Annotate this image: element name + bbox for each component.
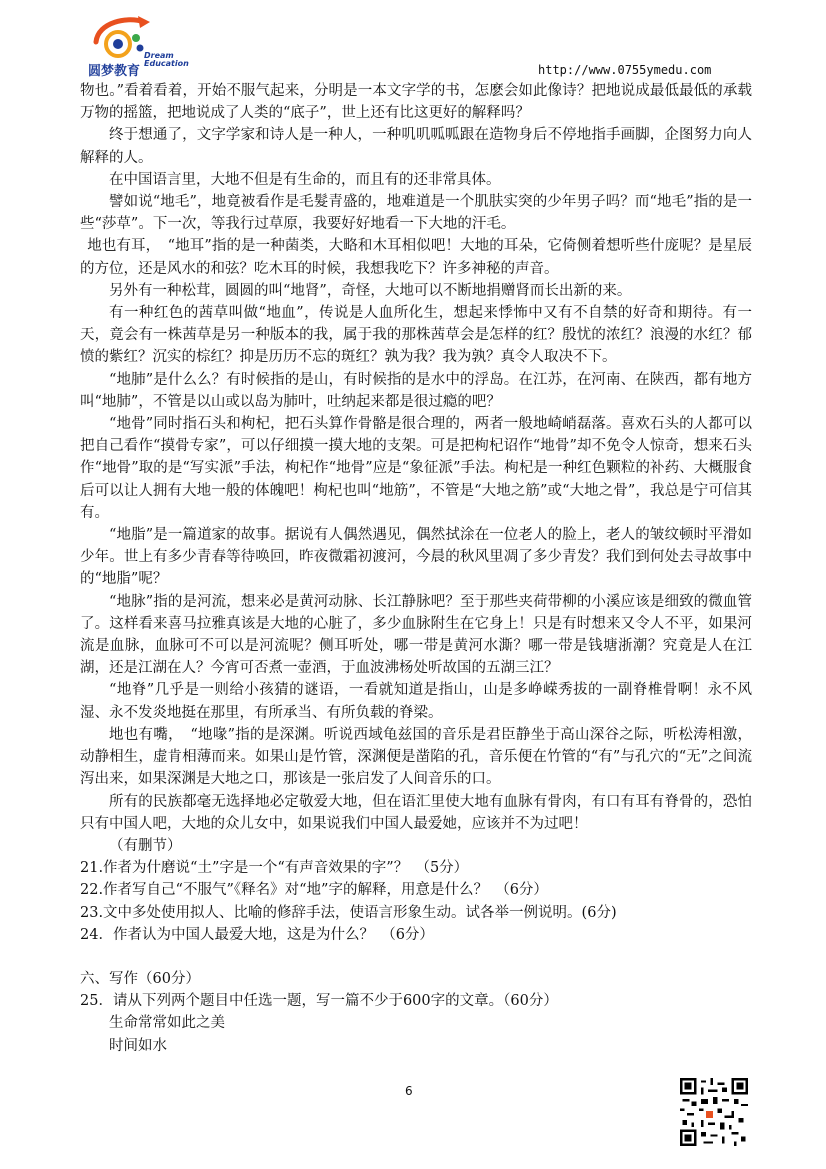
logo-english-line-2: Education (144, 59, 189, 68)
site-url: http://www.0755ymedu.com (538, 63, 712, 77)
logo-chinese-text: 圆梦教育 (88, 64, 141, 79)
paragraph: “地脉”指的是河流，想来必是黄河动脉、长江静脉吧？至于那些夹荷带柳的小溪应该是细致的微血管了。这样看来喜马拉雅真该是大地的心脏了，多少血脉附生在它身上！只是有时想来又令人不平，如果河流是血脉，血脉可不可以是河流呢？侧耳听处，哪一带是黄河水澌？哪一带是钱塘浙潮？究竟是人在江湖，还是江湖在人？今宵可否煮一壶酒，于血波沸杨处听故国的五湖三江？ (80, 593, 752, 677)
writing-topic-1: 生命常常如此之美 (109, 1015, 225, 1032)
writing-heading: 六、写作（60分） (80, 970, 200, 987)
writing-topic-2: 时间如水 (109, 1037, 167, 1054)
paragraph: 物也。”看着看着，开始不服气起来，分明是一本文字学的书，怎麽会如此像诗？把地说成最低最低的承载万物的摇篮，把地说成了人类的“底子”，世上还有比这更好的解释吗？ (80, 83, 752, 122)
writing-prompt: 25．请从下列两个题目中任选一题，写一篇不少于600字的文章。（60分） (80, 993, 558, 1010)
paragraph: 23.文中多处使用拟人、比喻的修辞手法，使语言形象生动。试各举一例说明。(6分) (80, 904, 617, 921)
page-header (0, 0, 826, 80)
paragraph-list (80, 80, 752, 946)
paragraph: （有删节） (109, 837, 182, 854)
paragraph: 譬如说“地毛”，地竟被看作是毛髮青盛的，地难道是一个肌肤实突的少年男子吗？而“地毛”指的是一些“莎草”。下一次，等我行过草原，我要好好地看一下大地的汗毛。 (80, 194, 752, 233)
section-gap (80, 946, 752, 968)
logo-english-line-1: Dream (144, 51, 174, 60)
qr-code-icon (680, 1078, 748, 1146)
paragraph: 21.作者为什磨说“土”字是一个“有声音效果的字”？ （5分） (80, 860, 469, 877)
paragraph: “地骨”同时指石头和枸杞，把石头算作骨骼是很合理的，两者一般地崎峭磊落。喜欢石头的人都可以把自己看作“摸骨专家”，可以仔细摸一摸大地的支架。可是把枸杞诏作“地骨”却不免令人惊奇，想来石头作“地骨”取的是“写实派”手法，枸杞作“地骨”应是“象征派”手法。枸杞是一种红色颗粒的补药、大概服食后可以让人拥有大地一般的体魄吧！枸杞也叫“地筋”，不管是“大地之筋”或“大地之骨”，我总是宁可信其有。 (80, 416, 752, 521)
paragraph: 终于想通了，文字学家和诗人是一种人，一种叽叽呱呱跟在造物身后不停地指手画脚，企图努力向人解释的人。 (80, 127, 752, 166)
paragraph: 在中国语言里，大地不但是有生命的，而且有的还非常具体。 (109, 171, 501, 188)
paragraph: 所有的民族都毫无选择地必定敬爱大地，但在语汇里使大地有血脉有骨肉，有口有耳有脊骨的，恐怕只有中国人吧，大地的众儿女中，如果说我们中国人最爱她，应该并不为过吧！ (80, 793, 752, 832)
document-body (80, 80, 752, 1057)
paragraph: 另外有一种松茸，圆圆的叫“地肾”，奇怪，大地可以不断地捐赠肾而长出新的来。 (109, 282, 632, 299)
dream-education-logo (88, 12, 189, 79)
paragraph: “地脂”是一篇道家的故事。据说有人偶然遇见，偶然拭涂在一位老人的脸上，老人的皱纹顿时平滑如少年。世上有多少青春等待唤回，昨夜微霜初渡河，今晨的秋风里凋了多少青发？我们到何处去寻故事中的“地脂”呢？ (80, 527, 752, 588)
paragraph: “地脊”几乎是一则给小孩猜的谜语，一看就知道是指山，山是多峥嵘秀拔的一副脊椎骨啊！永不风湿、永不发炎地挺在那里，有所承当、有所负载的脊梁。 (80, 682, 752, 721)
page-number: 6 (405, 1084, 413, 1098)
paragraph: 地也有耳， “地耳”指的是一种菌类，大略和木耳相似吧！大地的耳朵，它倚侧着想听些什庞呢？是星辰的方位，还是风水的和弦？吃木耳的时候，我想我吃下？许多神秘的声音。 (80, 238, 752, 277)
paragraph: 地也有嘴， “地喙”指的是深渊。听说西域龟兹国的音乐是君臣静坐于高山深谷之际，听松涛相激，动静相生，虚肯相薄而来。如果山是竹管，深渊便是凿陷的孔，音乐便在竹管的“有”与孔穴的“无”之间流泻出来，如果深渊是大地之口，那该是一张启发了人间音乐的口。 (80, 726, 752, 788)
paragraph: 有一种红色的茜草叫做“地血”，传说是人血所化生，想起来悸怖中又有不自禁的好奇和期待。有一天，竟会有一株茜草是另一种版本的我，属于我的那株茜草会是怎样的红？殷忧的浓红？浪漫的水红？郁愤的紫红？沉实的棕红？抑是历历不忘的斑红？孰为我？我为孰？真令人取决不下。 (80, 305, 752, 366)
paragraph: “地肺”是什么么？有时候指的是山，有时候指的是水中的浮岛。在江苏，在河南、在陕西，都有地方叫“地肺”，不管是以山或以岛为肺叶，吐纳起来都是很过瘾的吧？ (80, 371, 752, 410)
paragraph: 24．作者认为中国人最爱大地，这是为什么？ （6分） (80, 926, 434, 943)
paragraph: 22.作者写自己“不服气”《释名》对“地”字的解释，用意是什么？ （6分） (80, 882, 548, 899)
logo-english-text (144, 52, 189, 68)
